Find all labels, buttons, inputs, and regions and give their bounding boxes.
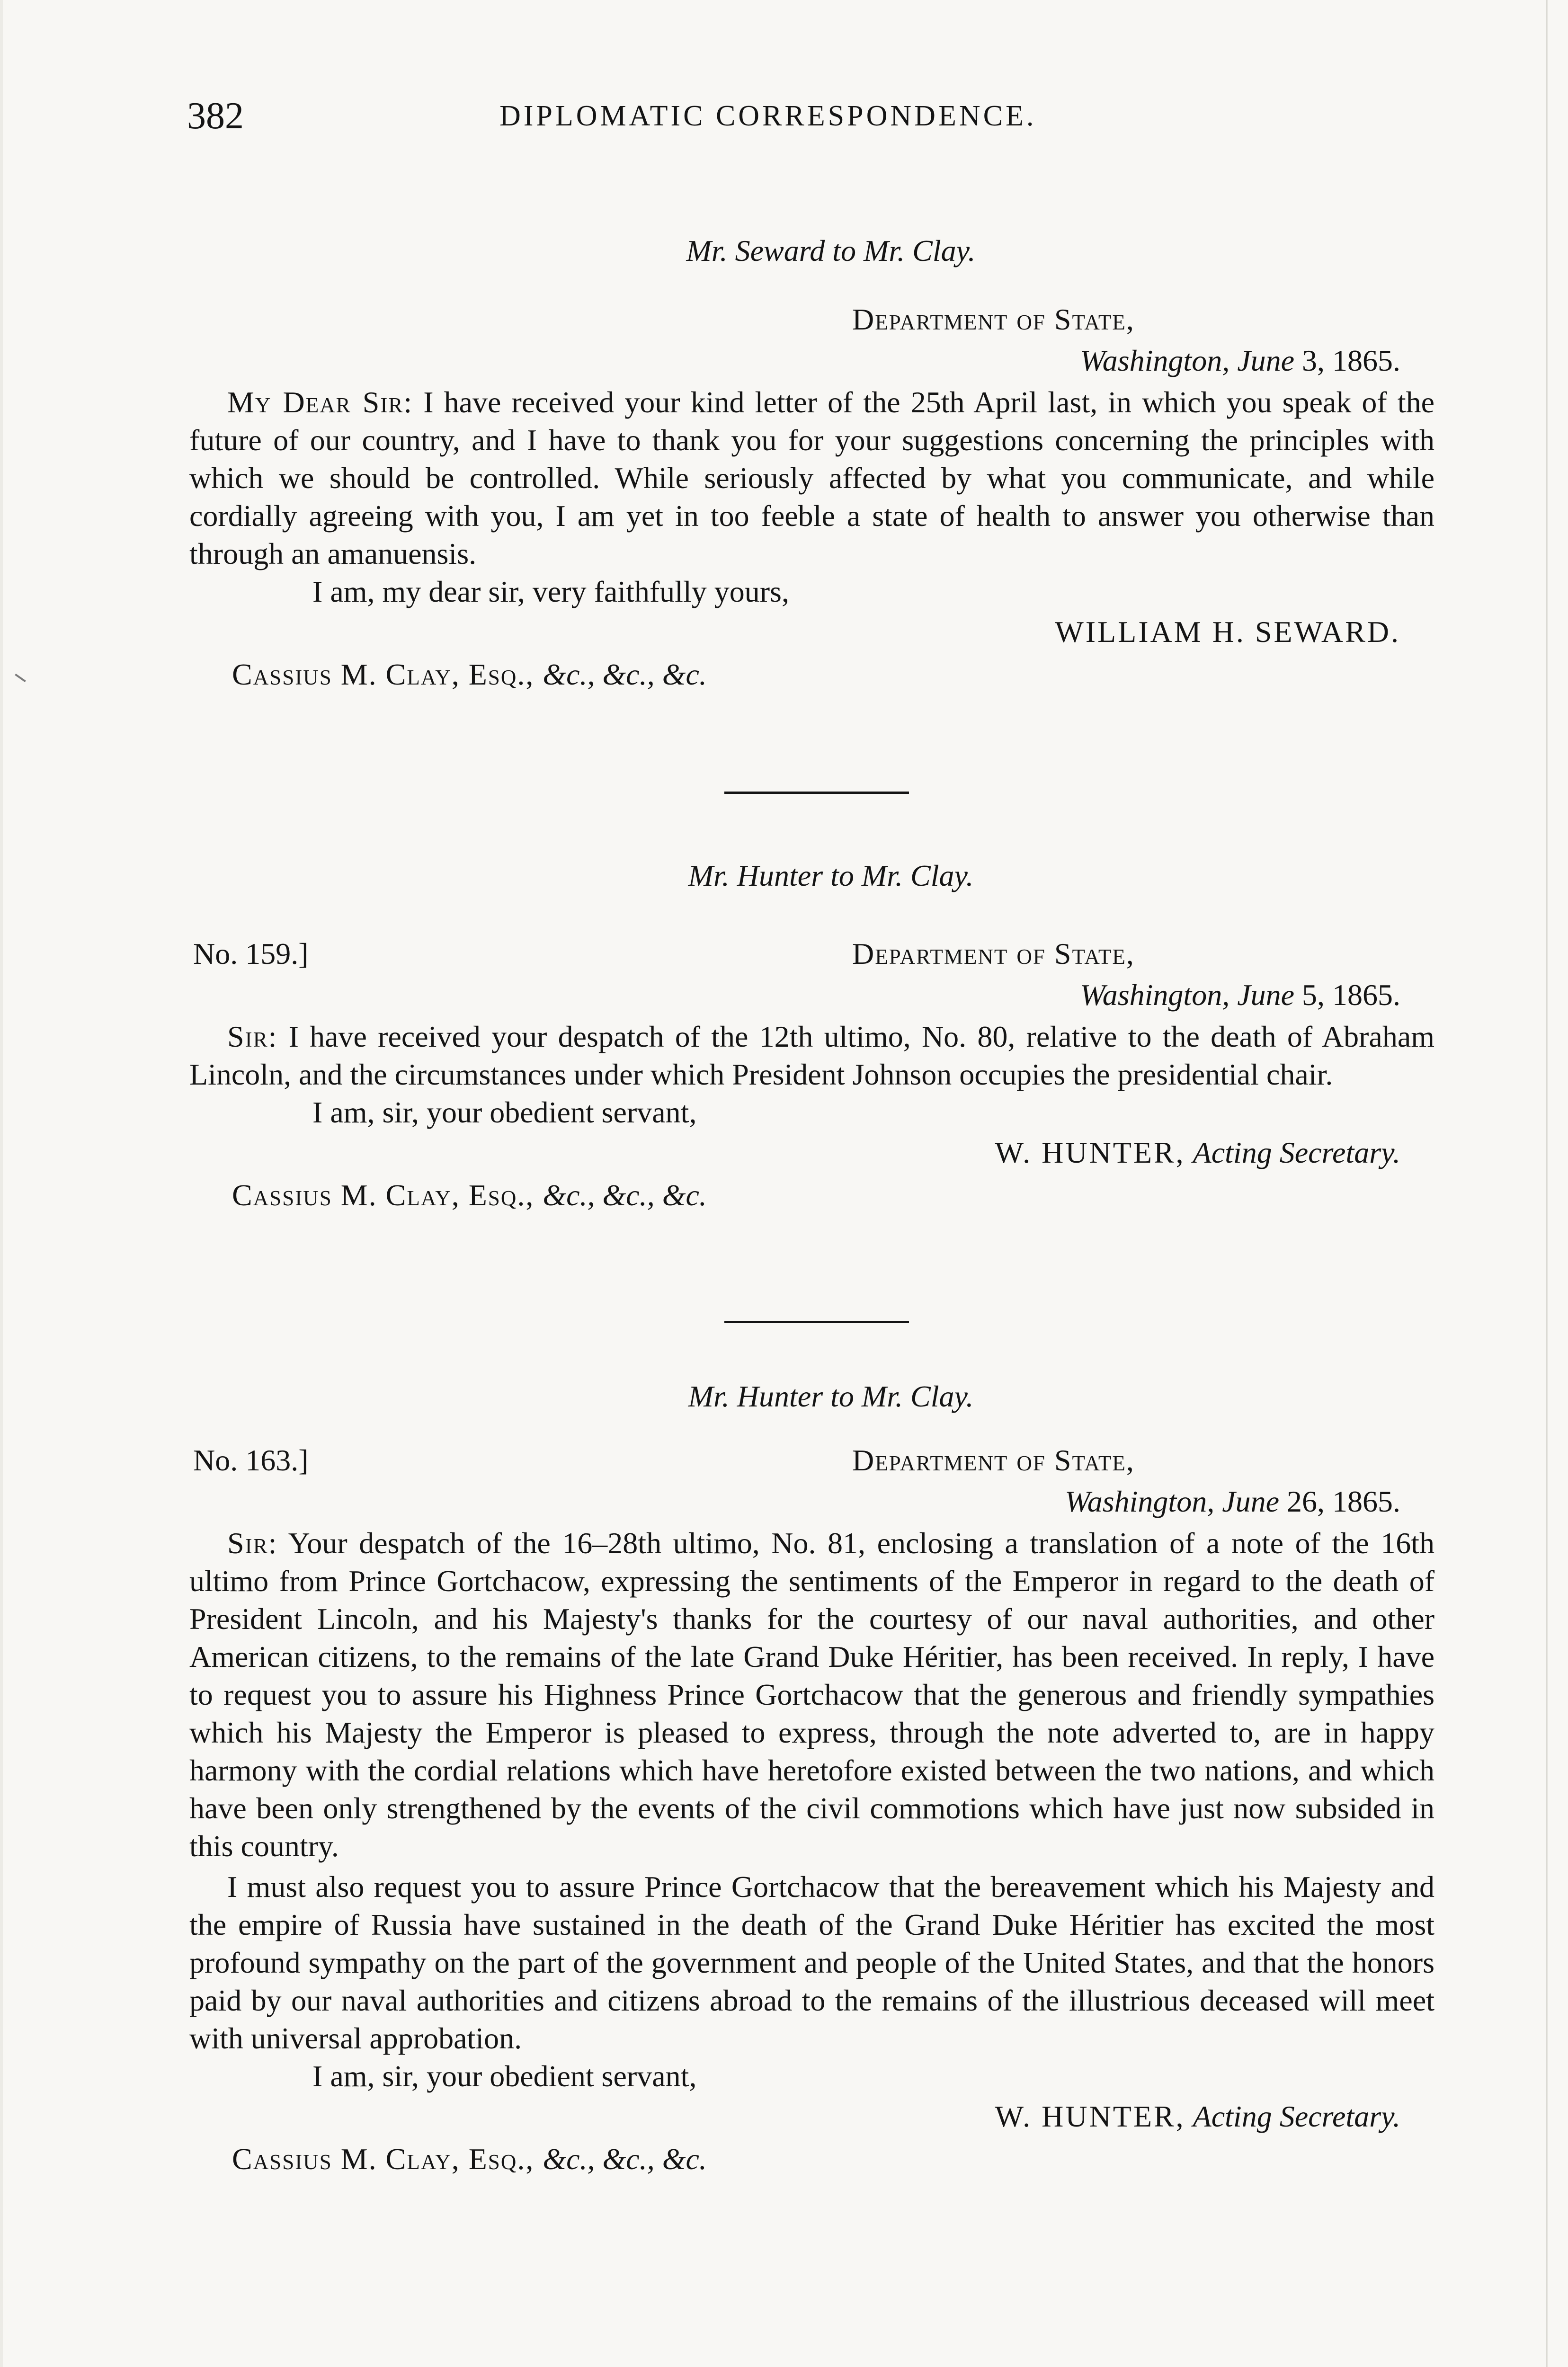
department-line: Department of State,: [852, 1443, 1135, 1477]
addressee-name: Cassius M. Clay, Esq.,: [232, 2142, 535, 2176]
dateline-date: 26, 1865.: [1287, 1485, 1400, 1518]
letter-paragraph: [189, 1868, 1434, 2057]
closing: I am, my dear sir, very faithfully yours,: [312, 575, 789, 608]
dateline-date: 5, 1865.: [1302, 978, 1400, 1012]
letter-title: Mr. Seward to Mr. Clay.: [686, 234, 976, 267]
letter-title: Mr. Hunter to Mr. Clay.: [688, 1379, 974, 1413]
letter-paragraph: [189, 1524, 1434, 1865]
page-edge-left: [0, 0, 3, 2367]
dateline: [189, 1482, 1434, 1522]
signature-name: W. HUNTER,: [995, 1136, 1185, 1169]
addressee-etc: &c., &c., &c.: [543, 1178, 707, 1212]
letter-hunter-163: [189, 1373, 1434, 2180]
signature-name: W. HUNTER,: [995, 2100, 1185, 2133]
paragraph-text: I have received your kind letter of the 25th April last, in which you speak of the future of our country, and I have to thank you for your suggestions concerning the principles with which we should be controlled. While seriously affected by what you communicate, and while cordially agreeing with you, I am yet in too feeble a state of health to answer you otherwise than through an amanuensis.: [189, 385, 1435, 570]
section-divider: [724, 792, 909, 794]
section-divider: [724, 1321, 909, 1323]
dateline: [189, 341, 1434, 381]
addressee: [189, 1174, 1434, 1217]
salutation: Sir:: [227, 1020, 278, 1053]
running-head: DIPLOMATIC CORRESPONDENCE.: [499, 100, 1037, 132]
dateline-month: June: [1222, 1485, 1279, 1518]
closing: I am, sir, your obedient servant,: [312, 2059, 697, 2093]
paragraph-text: I have received your despatch of the 12th ultimo, No. 80, relative to the death of Abraham Lincoln, and the circumstances under which President Johnson occupies the presidential chair.: [189, 1020, 1435, 1091]
signature-name: WILLIAM H. SEWARD.: [1055, 615, 1400, 649]
addressee-etc: &c., &c., &c.: [543, 658, 707, 691]
salutation: My Dear Sir:: [227, 385, 413, 419]
dateline: [189, 975, 1434, 1015]
letter-seward: [189, 227, 1434, 696]
paragraph-text: Your despatch of the 16–28th ultimo, No. 81, enclosing a translation of a note of the 16th ultimo from Prince Gortchacow, expressing the sentiments of the Emperor in regard to the death of President Lincoln, and his Majesty's thanks for the courtesy of our naval authorities, and other American citizens, to the remains of the late Grand Duke Héritier, has been received. In reply, I have to request you to assure his Highness Prince Gortchacow that the generous and friendly sympathies which his Majesty the Emperor is pleased to express, through the note adverted to, are in happy harmony with the cordial relations which have heretofore existed between the two nations, and which have been only strengthened by the events of the civil commotions which have just now subsided in this country.: [189, 1526, 1435, 1863]
signature-title: Acting Secretary.: [1193, 2100, 1400, 2133]
addressee-name: Cassius M. Clay, Esq.,: [232, 658, 535, 691]
dateline-date: 3, 1865.: [1302, 344, 1400, 377]
signature: [189, 2095, 1434, 2138]
page-header: [187, 90, 1413, 142]
department-line: Department of State,: [852, 937, 1135, 970]
dateline-place: Washington,: [1080, 344, 1230, 377]
signature: [189, 1131, 1434, 1174]
closing: I am, sir, your obedient servant,: [312, 1095, 697, 1129]
letter-header: [189, 1439, 1434, 1482]
despatch-number: No. 159.]: [193, 937, 309, 970]
dateline-place: Washington,: [1080, 978, 1230, 1012]
page-edge-right: [1546, 0, 1548, 2367]
letter-paragraph: [189, 383, 1434, 573]
dateline-place: Washington,: [1065, 1485, 1215, 1518]
page-number: 382: [187, 95, 244, 137]
dateline-month: June: [1237, 344, 1294, 377]
despatch-number: No. 163.]: [193, 1443, 309, 1477]
letter-title: Mr. Hunter to Mr. Clay.: [688, 859, 974, 892]
department-line: Department of State,: [852, 303, 1135, 336]
letter-header: [189, 933, 1434, 975]
letter-hunter-159: [189, 852, 1434, 1217]
dateline-month: June: [1237, 978, 1294, 1012]
scan-speck: [15, 674, 26, 682]
letter-header: [189, 298, 1434, 341]
addressee: [189, 2138, 1434, 2180]
addressee-name: Cassius M. Clay, Esq.,: [232, 1178, 535, 1212]
paragraph-text: I must also request you to assure Prince Gortchacow that the bereavement which his Majesty and the empire of Russia have sustained in the death of the Grand Duke Héritier has excited the most profound sympathy on the part of the government and people of the United States, and that the honors paid by our naval authorities and citizens abroad to the remains of the illustrious deceased will meet with universal approbation.: [189, 1870, 1434, 2055]
salutation: Sir:: [227, 1526, 278, 1560]
letter-paragraph: [189, 1018, 1434, 1094]
addressee: [189, 653, 1434, 696]
signature-title: Acting Secretary.: [1193, 1136, 1400, 1169]
signature: [189, 611, 1434, 653]
addressee-etc: &c., &c., &c.: [543, 2142, 707, 2176]
